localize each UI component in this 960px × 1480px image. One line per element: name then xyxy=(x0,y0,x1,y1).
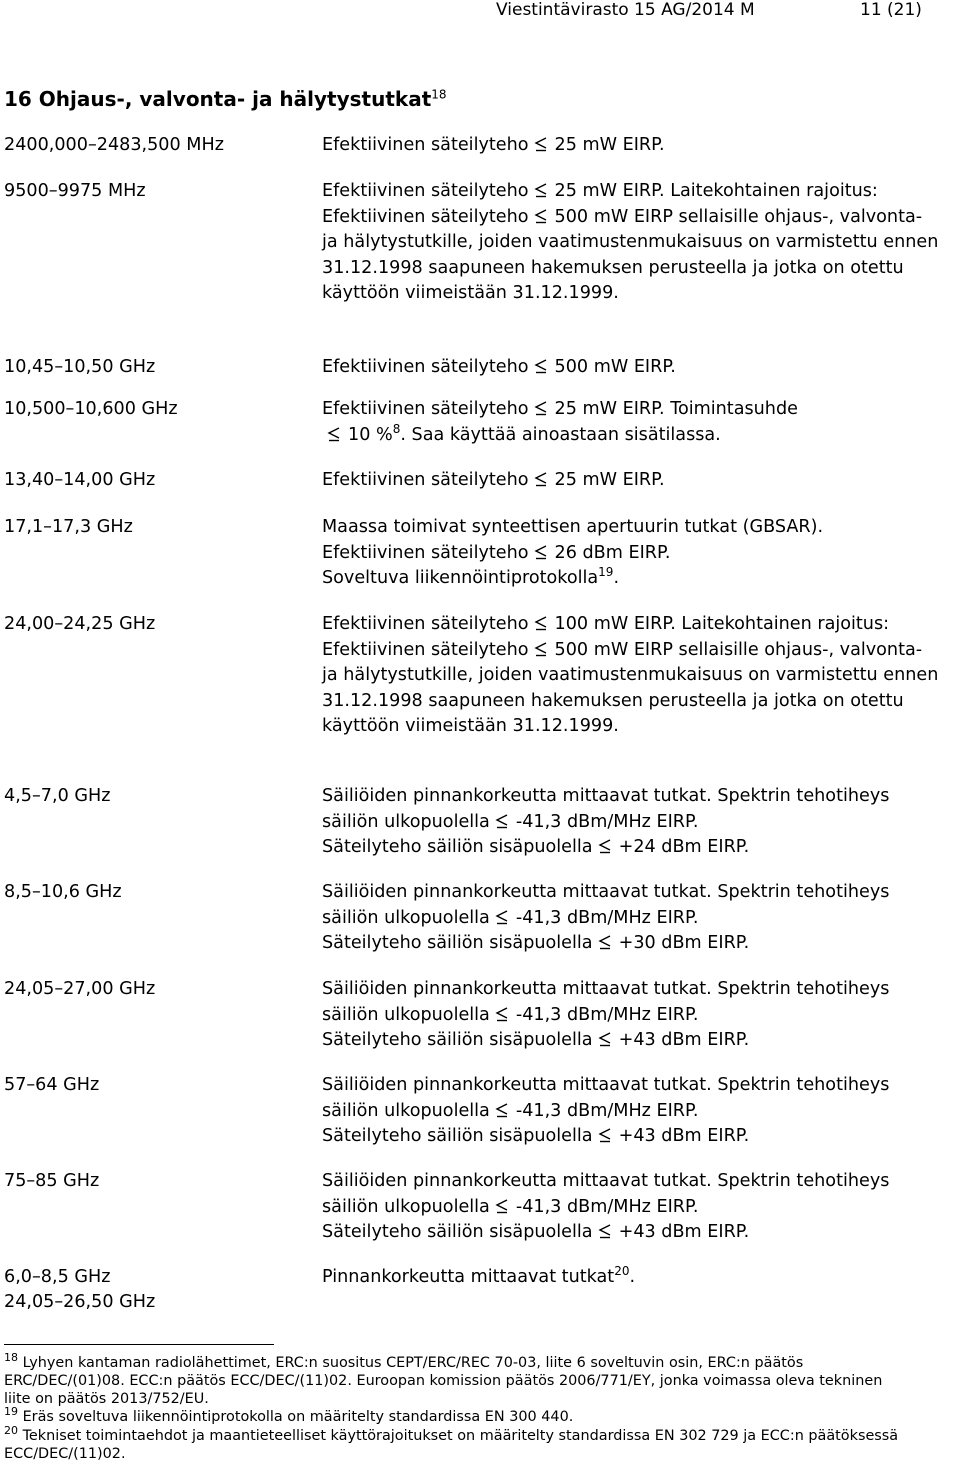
frequency-range: 10,500–10,600 GHz xyxy=(4,399,178,419)
entry-description xyxy=(322,784,942,861)
frequency-range: 13,40–14,00 GHz xyxy=(4,470,156,490)
description-text: 25 mW EIRP. xyxy=(554,135,665,155)
frequency-range: 6,0–8,5 GHz 24,05–26,50 GHz xyxy=(4,1267,156,1312)
footnote-number: 18 xyxy=(4,1351,18,1365)
entry-description xyxy=(322,1265,942,1291)
description-text: Efektiivinen säteilyteho xyxy=(322,135,529,155)
frequency-range: 24,00–24,25 GHz xyxy=(4,614,156,634)
description-text: Säiliöiden pinnankorkeutta mittaavat tutkat. Spektrin tehotiheys säiliön ulkopuolella xyxy=(322,1171,890,1217)
description-text: +24 dBm EIRP. xyxy=(618,837,750,857)
description-text: -41,3 dBm/MHz EIRP. xyxy=(515,1100,699,1121)
description-text: Säteilyteho säiliön sisäpuolella xyxy=(322,933,593,953)
less-than-or-equal-icon xyxy=(534,401,548,416)
description-text: Efektiivinen säteilyteho xyxy=(322,399,529,419)
description-text: -41,3 dBm/MHz EIRP. xyxy=(515,811,699,832)
description-text: Säteilyteho säiliön sisäpuolella xyxy=(322,1222,593,1242)
less-than-or-equal-icon xyxy=(534,209,548,224)
description-text: 25 mW EIRP. Toimintasuhde xyxy=(554,399,798,419)
section-heading xyxy=(4,87,447,111)
page-number: 11 (21) xyxy=(860,0,922,20)
less-than-or-equal-icon xyxy=(598,1224,612,1239)
header-org: Viestintävirasto 15 AG/2014 M xyxy=(496,0,755,20)
frequency-range: 4,5–7,0 GHz xyxy=(4,786,111,806)
less-than-or-equal-icon xyxy=(598,935,612,950)
footnote-text: Lyhyen kantaman radiolähettimet, ERC:n suositus CEPT/ERC/REC 70-03, liite 6 soveltuvin osin, ERC:n päätös ERC/DEC/(01)08. ECC:n päätös ECC/DEC/(11)02. Euroopan komission päätös 2006/771/EY, jonka voimassa oleva tekninen liite on päätös 2013/752/EU. xyxy=(4,1355,883,1407)
less-than-or-equal-icon xyxy=(534,137,548,152)
footnote-ref: 19 xyxy=(598,565,614,580)
footnote-text: Eräs soveltuva liikennöintiprotokolla on määritelty standardissa EN 300 440. xyxy=(22,1409,574,1426)
description-text: Säiliöiden pinnankorkeutta mittaavat tutkat. Spektrin tehotiheys säiliön ulkopuolella xyxy=(322,786,890,832)
frequency-range: 8,5–10,6 GHz xyxy=(4,882,122,902)
footnote-ref: 8 xyxy=(392,421,401,436)
entry-description xyxy=(322,179,942,307)
description-text: Maassa toimivat synteettisen apertuurin tutkat (GBSAR). xyxy=(322,517,824,537)
description-text: Säiliöiden pinnankorkeutta mittaavat tutkat. Spektrin tehotiheys säiliön ulkopuolella xyxy=(322,979,890,1025)
description-text: 26 dBm EIRP. xyxy=(554,542,671,563)
page-header xyxy=(0,0,960,22)
description-text: 10 % xyxy=(348,424,393,445)
entry-description xyxy=(322,355,942,381)
description-text: 25 mW EIRP. Laitekohtainen rajoitus: Efektiivinen säteilyteho xyxy=(322,181,878,227)
description-text: . xyxy=(629,1267,636,1287)
description-text: +43 dBm EIRP. xyxy=(618,1222,750,1242)
frequency-range: 75–85 GHz xyxy=(4,1171,100,1191)
entry-description xyxy=(322,612,942,740)
description-text: -41,3 dBm/MHz EIRP. xyxy=(515,907,699,928)
footnote-text: Tekniset toimintaehdot ja maantieteelliset käyttörajoitukset on määritelty standardissa EN 302 729 ja ECC:n päätöksessä ECC/DEC/(11)02. xyxy=(4,1428,899,1462)
footnotes xyxy=(4,1351,904,1465)
description-text: 500 mW EIRP sellaisille ohjaus-, valvonta- ja hälytystutkille, joiden vaatimustenmukaisuus on varmistettu ennen 31.12.1998 saapuneen hakemuksen perusteella ja jotka on otettu käyttöön viimeistään 31.12.1999. xyxy=(322,206,939,303)
description-text: +43 dBm EIRP. xyxy=(618,1126,750,1146)
description-text: Pinnankorkeutta mittaavat tutkat xyxy=(322,1267,615,1287)
description-text: +43 dBm EIRP. xyxy=(618,1030,750,1050)
description-text: Säteilyteho säiliön sisäpuolella xyxy=(322,1126,593,1146)
footnote-ref: 20 xyxy=(614,1264,630,1279)
less-than-or-equal-icon xyxy=(495,1103,509,1118)
description-text: Säiliöiden pinnankorkeutta mittaavat tutkat. Spektrin tehotiheys säiliön ulkopuolella xyxy=(322,882,890,928)
less-than-or-equal-icon xyxy=(327,427,341,442)
description-text: Efektiivinen säteilyteho xyxy=(322,542,529,563)
description-text: Soveltuva liikennöintiprotokolla xyxy=(322,568,599,588)
less-than-or-equal-icon xyxy=(598,839,612,854)
less-than-or-equal-icon xyxy=(495,1199,509,1214)
frequency-range: 9500–9975 MHz xyxy=(4,181,146,201)
description-text: Säiliöiden pinnankorkeutta mittaavat tutkat. Spektrin tehotiheys säiliön ulkopuolella xyxy=(322,1075,890,1121)
description-text: 500 mW EIRP sellaisille ohjaus-, valvonta- ja hälytystutkille, joiden vaatimustenmukaisuus on varmistettu ennen 31.12.1998 saapuneen hakemuksen perusteella ja jotka on otettu käyttöön viimeistään 31.12.1999. xyxy=(322,639,939,736)
description-text: Efektiivinen säteilyteho xyxy=(322,614,529,634)
footnote-18 xyxy=(4,1351,904,1408)
description-text: Säteilyteho säiliön sisäpuolella xyxy=(322,1030,593,1050)
frequency-range: 24,05–27,00 GHz xyxy=(4,979,156,999)
description-text: 500 mW EIRP. xyxy=(554,357,676,377)
description-text: Efektiivinen säteilyteho xyxy=(322,470,529,490)
footnote-19 xyxy=(4,1405,904,1427)
description-text: +30 dBm EIRP. xyxy=(618,933,750,953)
entry-description xyxy=(322,397,942,448)
less-than-or-equal-icon xyxy=(495,814,509,829)
frequency-range: 17,1–17,3 GHz xyxy=(4,517,133,537)
entry-description xyxy=(322,468,942,494)
entry-description xyxy=(322,977,942,1054)
description-text: 25 mW EIRP. xyxy=(554,470,665,490)
less-than-or-equal-icon xyxy=(534,472,548,487)
less-than-or-equal-icon xyxy=(495,1007,509,1022)
less-than-or-equal-icon xyxy=(598,1128,612,1143)
less-than-or-equal-icon xyxy=(495,910,509,925)
frequency-range: 2400,000–2483,500 MHz xyxy=(4,135,224,155)
footnote-20 xyxy=(4,1424,904,1464)
description-text: 100 mW EIRP. Laitekohtainen rajoitus: Efektiivinen säteilyteho xyxy=(322,614,890,660)
less-than-or-equal-icon xyxy=(534,183,548,198)
footnote-ref-18: 18 xyxy=(431,87,447,102)
less-than-or-equal-icon xyxy=(598,1032,612,1047)
description-text: . xyxy=(613,568,620,588)
description-text: Efektiivinen säteilyteho xyxy=(322,357,529,377)
footnote-divider xyxy=(4,1344,274,1345)
section-title: 16 Ohjaus-, valvonta- ja hälytystutkat xyxy=(4,87,432,111)
entry-description xyxy=(322,515,942,592)
less-than-or-equal-icon xyxy=(534,359,548,374)
description-text: Efektiivinen säteilyteho xyxy=(322,181,529,201)
entry-description xyxy=(322,133,942,159)
frequency-range: 10,45–10,50 GHz xyxy=(4,357,156,377)
description-text: -41,3 dBm/MHz EIRP. xyxy=(515,1004,699,1025)
description-text: Säteilyteho säiliön sisäpuolella xyxy=(322,837,593,857)
less-than-or-equal-icon xyxy=(534,642,548,657)
entry-description xyxy=(322,1169,942,1246)
description-text: -41,3 dBm/MHz EIRP. xyxy=(515,1196,699,1217)
frequency-range: 57–64 GHz xyxy=(4,1075,100,1095)
footnote-number: 20 xyxy=(4,1424,18,1438)
less-than-or-equal-icon xyxy=(534,616,548,631)
less-than-or-equal-icon xyxy=(534,545,548,560)
entry-description xyxy=(322,1073,942,1150)
entry-description xyxy=(322,880,942,957)
footnote-number: 19 xyxy=(4,1405,18,1419)
description-text: . Saa käyttää ainoastaan sisätilassa. xyxy=(400,424,721,445)
